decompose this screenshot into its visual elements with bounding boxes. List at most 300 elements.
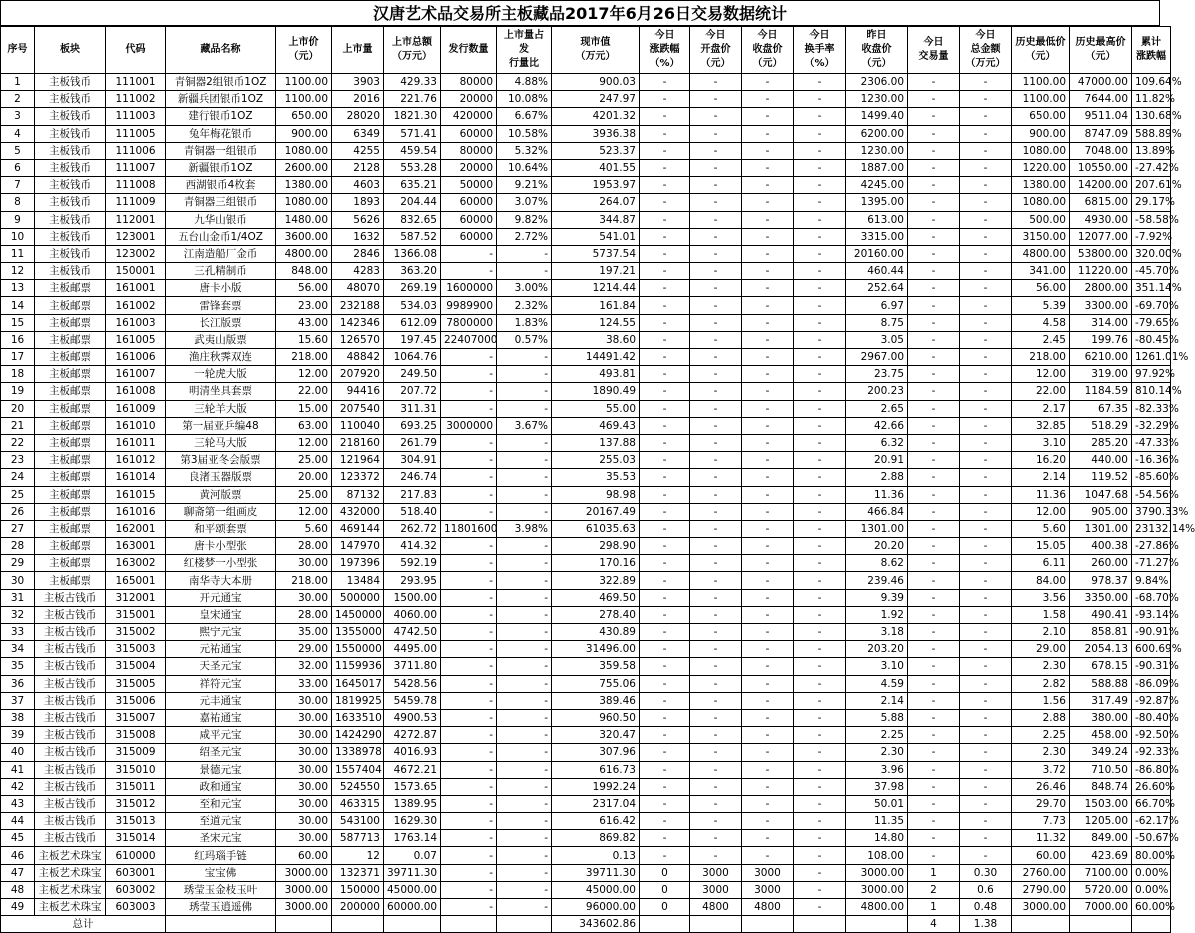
cell-issue-qty: - [441, 899, 497, 916]
cell-code: 603001 [106, 864, 166, 881]
cell-high: 2800.00 [1070, 280, 1132, 297]
cell-low: 2.45 [1012, 331, 1070, 348]
column-header-line: （元） [752, 58, 783, 69]
cell-name: 第3届亚冬会版票 [166, 452, 276, 469]
cell-list-total: 0.07 [384, 847, 441, 864]
cell-prev-close: 8.62 [846, 555, 908, 572]
column-header-vol [908, 27, 960, 74]
table-row [1, 572, 1171, 589]
cell-issue-qty: - [441, 881, 497, 898]
cell-issue-qty: - [441, 864, 497, 881]
table-row [1, 830, 1171, 847]
cell-code: 315001 [106, 606, 166, 623]
cell-code: 603003 [106, 899, 166, 916]
cell-ratio: 9.21% [497, 177, 552, 194]
column-header-market-value [552, 27, 640, 74]
cell-name: 三轮马大版 [166, 434, 276, 451]
cell-low: 1.56 [1012, 692, 1070, 709]
cell-ratio: - [497, 624, 552, 641]
cell-vol: - [908, 245, 960, 262]
cell-market-value: 469.50 [552, 589, 640, 606]
cell-list-price: 1480.00 [276, 211, 332, 228]
column-header-line: 开盘价 [700, 44, 731, 55]
cell-issue-qty: 20000 [441, 159, 497, 176]
cell-vol: - [908, 383, 960, 400]
cell-list-qty: 218160 [332, 434, 384, 451]
cell-name: 黄河版票 [166, 486, 276, 503]
cell-list-total: 304.91 [384, 452, 441, 469]
cell-board: 主板钱币 [35, 125, 106, 142]
cell-board: 主板邮票 [35, 469, 106, 486]
cell-change: - [640, 177, 690, 194]
cell-market-value: 322.89 [552, 572, 640, 589]
cell-open: - [690, 538, 742, 555]
cell-cum: -92.87% [1132, 692, 1171, 709]
cell-code: 161007 [106, 366, 166, 383]
cell-list-qty: 1159936 [332, 658, 384, 675]
table-row [1, 434, 1171, 451]
table-row [1, 314, 1171, 331]
cell-vol: - [908, 263, 960, 280]
cell-amount: - [960, 452, 1012, 469]
cell-open: - [690, 572, 742, 589]
cell-code: 315006 [106, 692, 166, 709]
table-row [1, 744, 1171, 761]
cell-cum: 9.84% [1132, 572, 1171, 589]
total-empty-cell [1012, 916, 1070, 933]
table-row [1, 795, 1171, 812]
cell-name: 雷锋套票 [166, 297, 276, 314]
cell-market-value: 38.60 [552, 331, 640, 348]
cell-issue-qty: 80000 [441, 74, 497, 91]
cell-code: 112001 [106, 211, 166, 228]
cell-list-price: 12.00 [276, 434, 332, 451]
total-empty-cell [690, 916, 742, 933]
cell-prev-close: 6.32 [846, 434, 908, 451]
cell-market-value: 35.53 [552, 469, 640, 486]
cell-market-value: 14491.42 [552, 349, 640, 366]
cell-list-qty: 1450000 [332, 606, 384, 623]
cell-turnover: - [794, 830, 846, 847]
cell-board: 主板古钱币 [35, 727, 106, 744]
cell-list-price: 30.00 [276, 778, 332, 795]
cell-vol: - [908, 624, 960, 641]
cell-cum: 13.89% [1132, 142, 1171, 159]
cell-prev-close: 37.98 [846, 778, 908, 795]
cell-prev-close: 3000.00 [846, 881, 908, 898]
cell-low: 29.00 [1012, 641, 1070, 658]
cell-list-total: 60000.00 [384, 899, 441, 916]
cell-market-value: 1953.97 [552, 177, 640, 194]
cell-close: - [742, 572, 794, 589]
cell-close: 3000 [742, 881, 794, 898]
cell-close: - [742, 452, 794, 469]
cell-list-price: 43.00 [276, 314, 332, 331]
cell-change: - [640, 400, 690, 417]
cell-vol: - [908, 366, 960, 383]
column-header-line: 行量比 [509, 58, 539, 69]
cell-ratio: - [497, 469, 552, 486]
column-header-line: （元） [700, 58, 731, 69]
cell-issue-qty: - [441, 245, 497, 262]
cell-open: - [690, 383, 742, 400]
cell-vol: - [908, 91, 960, 108]
cell-amount: - [960, 606, 1012, 623]
cell-high: 380.00 [1070, 709, 1132, 726]
cell-change: - [640, 727, 690, 744]
cell-name: 熙宁元宝 [166, 624, 276, 641]
cell-list-price: 15.60 [276, 331, 332, 348]
cell-change: - [640, 263, 690, 280]
cell-cum: -80.40% [1132, 709, 1171, 726]
cell-cum: 130.68% [1132, 108, 1171, 125]
cell-name: 青铜器一组银币 [166, 142, 276, 159]
cell-amount: - [960, 125, 1012, 142]
cell-turnover: - [794, 899, 846, 916]
cell-low: 2.10 [1012, 624, 1070, 641]
cell-prev-close: 1230.00 [846, 91, 908, 108]
cell-list-total: 5428.56 [384, 675, 441, 692]
cell-list-total: 5459.78 [384, 692, 441, 709]
cell-list-price: 15.00 [276, 400, 332, 417]
cell-vol: - [908, 709, 960, 726]
cell-open: - [690, 434, 742, 451]
cell-turnover: - [794, 744, 846, 761]
cell-list-price: 1380.00 [276, 177, 332, 194]
cell-turnover: - [794, 709, 846, 726]
cell-low: 84.00 [1012, 572, 1070, 589]
cell-issue-qty: - [441, 538, 497, 555]
cell-high: 314.00 [1070, 314, 1132, 331]
cell-issue-qty: - [441, 795, 497, 812]
cell-prev-close: 11.35 [846, 813, 908, 830]
cell-close: - [742, 727, 794, 744]
cell-list-total: 311.31 [384, 400, 441, 417]
column-header-line: 今日 [757, 30, 778, 41]
cell-list-price: 218.00 [276, 572, 332, 589]
cell-cum: -71.27% [1132, 555, 1171, 572]
cell-change: - [640, 417, 690, 434]
cell-open: - [690, 761, 742, 778]
cell-open: - [690, 727, 742, 744]
column-header-line: 收盘价 [861, 44, 892, 55]
cell-code: 315008 [106, 727, 166, 744]
cell-low: 5.60 [1012, 520, 1070, 537]
cell-list-total: 221.76 [384, 91, 441, 108]
table-row [1, 469, 1171, 486]
cell-prev-close: 1887.00 [846, 159, 908, 176]
cell-prev-close: 20.20 [846, 538, 908, 555]
cell-name: 南华寺大本册 [166, 572, 276, 589]
cell-low: 6.11 [1012, 555, 1070, 572]
cell-ratio: - [497, 899, 552, 916]
cell-amount: - [960, 74, 1012, 91]
cell-board: 主板钱币 [35, 142, 106, 159]
cell-vol: - [908, 280, 960, 297]
cell-list-qty: 200000 [332, 899, 384, 916]
cell-close: - [742, 847, 794, 864]
cell-cum: -58.58% [1132, 211, 1171, 228]
cell-open: - [690, 744, 742, 761]
cell-amount: - [960, 709, 1012, 726]
cell-issue-qty: 420000 [441, 108, 497, 125]
cell-list-price: 30.00 [276, 589, 332, 606]
cell-high: 67.35 [1070, 400, 1132, 417]
column-header-line: 换手率 [804, 44, 835, 55]
cell-close: - [742, 589, 794, 606]
cell-vol: - [908, 417, 960, 434]
cell-amount: - [960, 383, 1012, 400]
cell-code: 162001 [106, 520, 166, 537]
cell-turnover: - [794, 795, 846, 812]
cell-list-total: 553.28 [384, 159, 441, 176]
cell-market-value: 264.07 [552, 194, 640, 211]
cell-open: - [690, 452, 742, 469]
cell-name: 元祐通宝 [166, 641, 276, 658]
cell-market-value: 247.97 [552, 91, 640, 108]
cell-open: - [690, 830, 742, 847]
cell-list-qty: 3903 [332, 74, 384, 91]
cell-vol: - [908, 74, 960, 91]
cell-vol: - [908, 177, 960, 194]
cell-name: 红玛瑙手链 [166, 847, 276, 864]
cell-low: 2.17 [1012, 400, 1070, 417]
cell-open: - [690, 486, 742, 503]
cell-change: - [640, 349, 690, 366]
cell-list-price: 3000.00 [276, 864, 332, 881]
cell-high: 8747.09 [1070, 125, 1132, 142]
cell-no: 36 [1, 675, 35, 692]
cell-high: 905.00 [1070, 503, 1132, 520]
column-header-line: 现市值 [580, 37, 611, 48]
cell-market-value: 616.73 [552, 761, 640, 778]
cell-low: 16.20 [1012, 452, 1070, 469]
cell-market-value: 307.96 [552, 744, 640, 761]
cell-issue-qty: - [441, 641, 497, 658]
table-row [1, 778, 1171, 795]
cell-market-value: 5737.54 [552, 245, 640, 262]
cell-issue-qty: - [441, 452, 497, 469]
cell-list-qty: 4283 [332, 263, 384, 280]
table-row [1, 692, 1171, 709]
cell-ratio: - [497, 658, 552, 675]
column-header-change [640, 27, 690, 74]
cell-list-price: 1080.00 [276, 194, 332, 211]
cell-list-price: 25.00 [276, 452, 332, 469]
table-row [1, 899, 1171, 916]
cell-open: - [690, 263, 742, 280]
cell-vol: - [908, 503, 960, 520]
cell-list-qty: 207920 [332, 366, 384, 383]
cell-change: - [640, 641, 690, 658]
total-empty-cell [846, 916, 908, 933]
cell-code: 161016 [106, 503, 166, 520]
cell-turnover: - [794, 881, 846, 898]
cell-low: 60.00 [1012, 847, 1070, 864]
cell-ratio: 1.83% [497, 314, 552, 331]
cell-vol: - [908, 108, 960, 125]
table-row [1, 280, 1171, 297]
column-header-line: 总金额 [970, 44, 1001, 55]
cell-vol: - [908, 761, 960, 778]
cell-prev-close: 20160.00 [846, 245, 908, 262]
column-header-line: 历史最低价 [1015, 37, 1066, 48]
cell-close: - [742, 383, 794, 400]
cell-change: - [640, 366, 690, 383]
cell-name: 西湖银币4枚套 [166, 177, 276, 194]
cell-prev-close: 4245.00 [846, 177, 908, 194]
cell-close: - [742, 177, 794, 194]
cell-board: 主板邮票 [35, 297, 106, 314]
cell-open: - [690, 589, 742, 606]
cell-list-total: 204.44 [384, 194, 441, 211]
cell-low: 12.00 [1012, 366, 1070, 383]
cell-market-value: 1992.24 [552, 778, 640, 795]
cell-open: - [690, 245, 742, 262]
cell-turnover: - [794, 349, 846, 366]
cell-open: - [690, 314, 742, 331]
table-row [1, 159, 1171, 176]
cell-low: 5.39 [1012, 297, 1070, 314]
cell-prev-close: 20.91 [846, 452, 908, 469]
cell-cum: -82.33% [1132, 400, 1171, 417]
cell-no: 40 [1, 744, 35, 761]
cell-change: - [640, 245, 690, 262]
cell-turnover: - [794, 417, 846, 434]
cell-code: 315002 [106, 624, 166, 641]
cell-market-value: 278.40 [552, 606, 640, 623]
cell-low: 3.56 [1012, 589, 1070, 606]
cell-code: 161010 [106, 417, 166, 434]
cell-open: - [690, 503, 742, 520]
cell-board: 主板古钱币 [35, 830, 106, 847]
column-header-line: （元） [861, 58, 892, 69]
cell-code: 161011 [106, 434, 166, 451]
cell-close: - [742, 331, 794, 348]
cell-cum: 23132.14% [1132, 520, 1171, 537]
cell-open: - [690, 400, 742, 417]
cell-turnover: - [794, 641, 846, 658]
cell-issue-qty: - [441, 830, 497, 847]
cell-ratio: - [497, 778, 552, 795]
cell-ratio: - [497, 434, 552, 451]
cell-list-price: 5.60 [276, 520, 332, 537]
cell-turnover: - [794, 177, 846, 194]
cell-issue-qty: 22407000 [441, 331, 497, 348]
cell-change: 0 [640, 881, 690, 898]
cell-vol: - [908, 830, 960, 847]
cell-prev-close: 3000.00 [846, 864, 908, 881]
column-header-line: （%） [804, 58, 835, 69]
cell-list-total: 1573.65 [384, 778, 441, 795]
column-header-issue-qty [441, 27, 497, 74]
cell-name: 明清坐具套票 [166, 383, 276, 400]
cell-no: 17 [1, 349, 35, 366]
cell-no: 20 [1, 400, 35, 417]
cell-code: 111003 [106, 108, 166, 125]
total-empty-cell [276, 916, 332, 933]
cell-ratio: - [497, 744, 552, 761]
cell-close: - [742, 778, 794, 795]
total-empty-cell [640, 916, 690, 933]
cell-prev-close: 11.36 [846, 486, 908, 503]
cell-no: 29 [1, 555, 35, 572]
cell-list-total: 414.32 [384, 538, 441, 555]
cell-list-price: 23.00 [276, 297, 332, 314]
cell-low: 22.00 [1012, 383, 1070, 400]
cell-cum: -54.56% [1132, 486, 1171, 503]
cell-high: 7000.00 [1070, 899, 1132, 916]
cell-high: 1205.00 [1070, 813, 1132, 830]
column-header-board [35, 27, 106, 74]
cell-low: 12.00 [1012, 503, 1070, 520]
cell-market-value: 430.89 [552, 624, 640, 641]
table-row [1, 91, 1171, 108]
cell-high: 440.00 [1070, 452, 1132, 469]
cell-high: 5720.00 [1070, 881, 1132, 898]
total-amount: 1.38 [960, 916, 1012, 933]
column-header-line: （万元） [392, 51, 432, 62]
cell-close: - [742, 349, 794, 366]
cell-name: 新疆银币1OZ [166, 159, 276, 176]
cell-high: 260.00 [1070, 555, 1132, 572]
cell-amount: - [960, 538, 1012, 555]
cell-cum: 66.70% [1132, 795, 1171, 812]
cell-name: 唐卡小版 [166, 280, 276, 297]
cell-change: - [640, 572, 690, 589]
cell-list-qty: 2846 [332, 245, 384, 262]
cell-list-total: 571.41 [384, 125, 441, 142]
cell-board: 主板古钱币 [35, 624, 106, 641]
cell-vol: - [908, 727, 960, 744]
cell-turnover: - [794, 813, 846, 830]
cell-low: 15.05 [1012, 538, 1070, 555]
cell-amount: - [960, 366, 1012, 383]
column-header-line: 今日 [975, 30, 996, 41]
cell-turnover: - [794, 555, 846, 572]
cell-amount: - [960, 434, 1012, 451]
table-row [1, 675, 1171, 692]
cell-name: 政和通宝 [166, 778, 276, 795]
column-header-turnover [794, 27, 846, 74]
table-row [1, 228, 1171, 245]
cell-prev-close: 6.97 [846, 297, 908, 314]
cell-list-qty: 2128 [332, 159, 384, 176]
cell-amount: - [960, 658, 1012, 675]
column-header-high [1070, 27, 1132, 74]
cell-code: 315012 [106, 795, 166, 812]
cell-list-price: 60.00 [276, 847, 332, 864]
cell-no: 12 [1, 263, 35, 280]
cell-prev-close: 1395.00 [846, 194, 908, 211]
total-empty-cell [794, 916, 846, 933]
cell-amount: - [960, 847, 1012, 864]
cell-ratio: - [497, 864, 552, 881]
cell-prev-close: 3.05 [846, 331, 908, 348]
table-row [1, 194, 1171, 211]
cell-open: - [690, 795, 742, 812]
cell-turnover: - [794, 142, 846, 159]
cell-close: - [742, 417, 794, 434]
cell-high: 53800.00 [1070, 245, 1132, 262]
cell-cum: -45.70% [1132, 263, 1171, 280]
cell-list-qty: 197396 [332, 555, 384, 572]
cell-list-total: 4742.50 [384, 624, 441, 641]
cell-ratio: - [497, 761, 552, 778]
cell-amount: - [960, 692, 1012, 709]
cell-amount: - [960, 159, 1012, 176]
table-row [1, 813, 1171, 830]
